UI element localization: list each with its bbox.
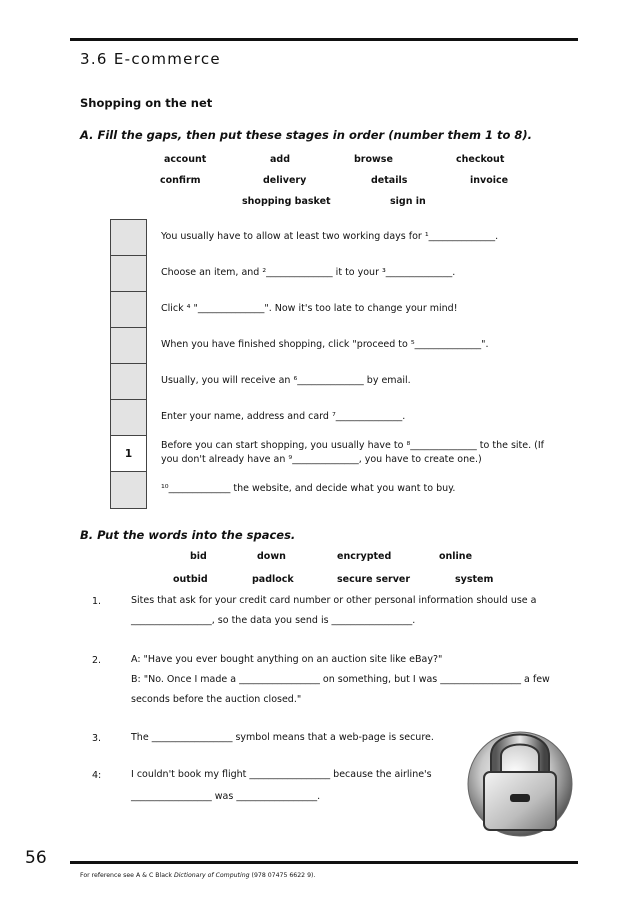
order-box[interactable] (111, 400, 146, 436)
order-box[interactable] (111, 220, 146, 256)
subtitle: Shopping on the net (80, 96, 213, 110)
word-delivery: delivery (263, 175, 307, 186)
footer-book-title: Dictionary of Computing (173, 872, 250, 879)
order-box[interactable]: 1 (111, 436, 146, 472)
item-number: 4: (92, 770, 102, 781)
word-browse: browse (354, 154, 393, 165)
top-rule (70, 38, 578, 41)
word-encrypted: encrypted (337, 551, 392, 562)
footer-prefix: For reference see A & C Black (80, 872, 174, 879)
item-line: _________________, so the data you send is _________________. (131, 615, 416, 626)
item-line: B: "No. Once I made a _________________ on something, but I was _________________ a few (131, 674, 550, 685)
word-sign-in: sign in (390, 196, 426, 207)
word-details: details (371, 175, 408, 186)
item-number: 1. (92, 596, 102, 607)
bottom-rule (70, 861, 578, 864)
order-box[interactable] (111, 364, 146, 400)
word-invoice: invoice (470, 175, 509, 186)
stage-sentence: When you have finished shopping, click "proceed to ⁵______________". (161, 339, 489, 350)
order-box[interactable] (111, 256, 146, 292)
item-line: A: "Have you ever bought anything on an auction site like eBay?" (131, 654, 443, 665)
stage-sentence: You usually have to allow at least two working days for ¹______________. (161, 231, 499, 242)
word-account: account (164, 154, 207, 165)
item-number: 2. (92, 655, 102, 666)
padlock-icon (462, 712, 582, 842)
item-line: _________________ was _________________. (131, 791, 321, 802)
section-b-instruction: B. Put the words into the spaces. (80, 528, 296, 542)
item-line: The _________________ symbol means that a web-page is secure. (131, 732, 434, 743)
word-system: system (455, 574, 494, 585)
word-checkout: checkout (456, 154, 505, 165)
section-a-instruction: A. Fill the gaps, then put these stages in order (number them 1 to 8). (80, 128, 533, 142)
word-secure-server: secure server (337, 574, 411, 585)
footer-suffix: (978 07475 6622 9). (249, 872, 316, 879)
word-down: down (257, 551, 286, 562)
stage-sentence: Choose an item, and ²______________ it to your ³______________. (161, 267, 456, 278)
item-line: seconds before the auction closed." (131, 694, 302, 705)
word-outbid: outbid (173, 574, 208, 585)
item-line: I couldn't book my flight _________________ because the airline's (131, 769, 432, 780)
order-box[interactable] (111, 472, 146, 508)
word-bid: bid (190, 551, 207, 562)
stage-sentence: Enter your name, address and card ⁷______________. (161, 411, 406, 422)
order-box[interactable] (111, 292, 146, 328)
stage-sentence: Before you can start shopping, you usually have to ⁸______________ to the site. (If you don't already have an ⁹______________, you have to create one.) (161, 440, 545, 465)
stage-sentence: Click ⁴ "______________". Now it's too late to change your mind! (161, 303, 458, 314)
word-padlock: padlock (252, 574, 294, 585)
word-online: online (439, 551, 473, 562)
section-title: 3.6 E-commerce (80, 50, 221, 68)
order-boxes (110, 219, 147, 509)
stage-sentence: Usually, you will receive an ⁶______________ by email. (161, 375, 411, 386)
page-number: 56 (25, 848, 47, 868)
footer-reference (80, 872, 315, 879)
word-confirm: confirm (160, 175, 201, 186)
word-shopping-basket: shopping basket (242, 196, 331, 207)
word-add: add (270, 154, 291, 165)
item-line: Sites that ask for your credit card number or other personal information should use a (131, 595, 537, 606)
order-box[interactable] (111, 328, 146, 364)
item-number: 3. (92, 733, 102, 744)
stage-sentence: ¹⁰_____________ the website, and decide what you want to buy. (161, 483, 456, 494)
